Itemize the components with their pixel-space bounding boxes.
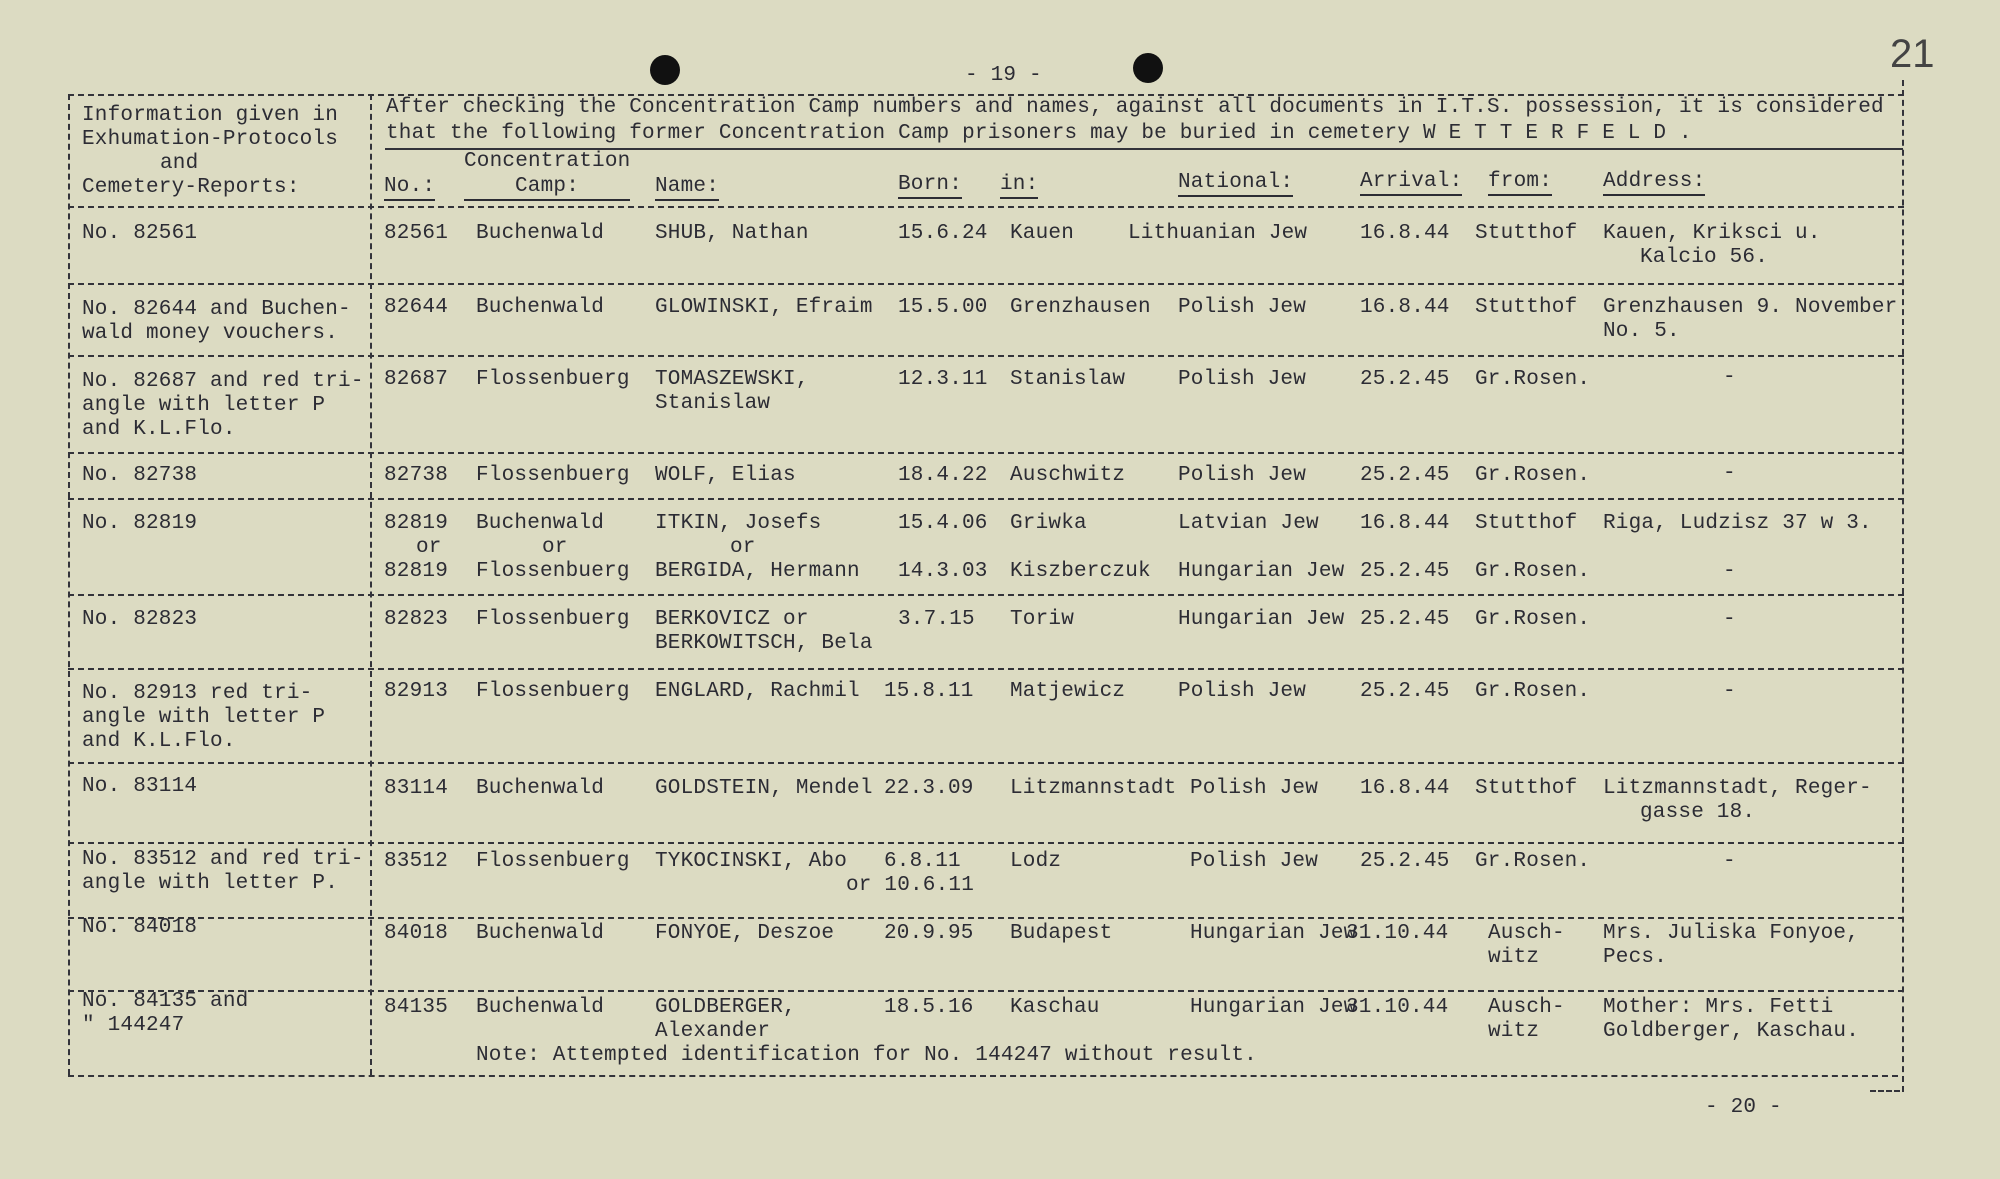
row-5-name-3: BERGIDA, Hermann <box>655 560 860 583</box>
row-6-born: 3.7.15 <box>898 608 975 631</box>
header-no: No.: <box>384 175 435 201</box>
row-4-born: 18.4.22 <box>898 464 988 487</box>
row-3-address: - <box>1723 366 1736 389</box>
header-in: in: <box>1000 173 1038 199</box>
row-3-in: Stanislaw <box>1010 368 1126 391</box>
row-divider <box>68 990 1904 992</box>
row-2-address-1: Grenzhausen 9. November <box>1603 296 1898 319</box>
row-10-address-1: Mrs. Juliska Fonyoe, <box>1603 922 1860 945</box>
row-8-arrival: 16.8.44 <box>1360 777 1450 800</box>
row-2-name: GLOWINSKI, Efraim <box>655 296 873 319</box>
row-10-name: FONYOE, Deszoe <box>655 922 835 945</box>
row-5-no-1: 82819 <box>384 512 449 535</box>
row-9-name: TYKOCINSKI, Abo <box>655 850 848 873</box>
left-header-line-3: and <box>160 152 199 175</box>
row-9-national: Polish Jew <box>1190 850 1319 873</box>
row-3-from: Gr.Rosen. <box>1475 368 1591 391</box>
row-3-camp: Flossenbuerg <box>476 368 630 391</box>
row-4-address: - <box>1723 462 1736 485</box>
row-divider <box>68 283 1904 285</box>
row-5-in-1: Griwka <box>1010 512 1087 535</box>
row-4-arrival: 25.2.45 <box>1360 464 1450 487</box>
table-left-border <box>68 94 70 1075</box>
row-1-address-2: Kalcio 56. <box>1640 246 1769 269</box>
row-2-info-2: wald money vouchers. <box>82 322 339 345</box>
row-6-arrival: 25.2.45 <box>1360 608 1450 631</box>
row-4-camp: Flossenbuerg <box>476 464 630 487</box>
header-divider <box>68 206 1904 208</box>
row-10-from-2: witz <box>1488 946 1540 969</box>
header-name: Name: <box>655 175 719 201</box>
row-9-arrival: 25.2.45 <box>1360 850 1450 873</box>
row-10-from-1: Ausch- <box>1488 922 1565 945</box>
row-7-address: - <box>1723 680 1736 703</box>
row-3-born: 12.3.11 <box>898 368 988 391</box>
row-7-in: Matjewicz <box>1010 680 1126 703</box>
row-divider <box>68 668 1904 670</box>
top-page-label: - 19 - <box>965 64 1042 87</box>
row-2-national: Polish Jew <box>1178 296 1307 319</box>
row-2-born: 15.5.00 <box>898 296 988 319</box>
row-5-from-3: Gr.Rosen. <box>1475 560 1591 583</box>
row-divider <box>68 762 1904 764</box>
row-2-info-1: No. 82644 and Buchen- <box>82 298 351 321</box>
intro-line-2: that the following former Concentration Camp prisoners may be buried in cemetery W E T T E R F E L D . <box>386 122 1692 145</box>
row-4-name: WOLF, Elias <box>655 464 796 487</box>
row-4-no: 82738 <box>384 464 449 487</box>
row-6-national: Hungarian Jew <box>1178 608 1345 631</box>
row-6-from: Gr.Rosen. <box>1475 608 1591 631</box>
row-8-national: Polish Jew <box>1190 777 1319 800</box>
bottom-page-label: - 20 - <box>1705 1096 1782 1119</box>
row-5-born-1: 15.4.06 <box>898 512 988 535</box>
row-9-info-1: No. 83512 and red tri- <box>82 848 364 871</box>
header-arrival: Arrival: <box>1360 170 1462 196</box>
row-4-from: Gr.Rosen. <box>1475 464 1591 487</box>
row-5-camp-2: or <box>542 536 568 559</box>
row-2-in: Grenzhausen <box>1010 296 1151 319</box>
header-born: Born: <box>898 173 962 199</box>
row-5-address-3: - <box>1723 560 1736 583</box>
row-11-address-2: Goldberger, Kaschau. <box>1603 1020 1860 1043</box>
row-5-no-3: 82819 <box>384 560 449 583</box>
row-11-no: 84135 <box>384 996 449 1019</box>
row-6-info: No. 82823 <box>82 608 198 631</box>
row-3-name-2: Stanislaw <box>655 392 771 415</box>
left-header-line-1: Information given in <box>82 104 339 127</box>
table-column-divider <box>370 94 372 1075</box>
header-address: Address: <box>1603 170 1705 196</box>
row-divider <box>68 917 1904 919</box>
row-3-arrival: 25.2.45 <box>1360 368 1450 391</box>
row-7-national: Polish Jew <box>1178 680 1307 703</box>
row-11-arrival: 31.10.44 <box>1346 996 1449 1019</box>
row-5-name-2: or <box>730 536 756 559</box>
row-7-no: 82913 <box>384 680 449 703</box>
row-6-name-2: BERKOWITSCH, Bela <box>655 632 873 655</box>
row-10-address-2: Pecs. <box>1603 946 1668 969</box>
row-3-info-1: No. 82687 and red tri- <box>82 370 364 393</box>
row-8-address-1: Litzmannstadt, Reger- <box>1603 777 1872 800</box>
header-camp: Camp: <box>464 175 630 201</box>
row-11-from-1: Ausch- <box>1488 996 1565 1019</box>
row-8-no: 83114 <box>384 777 449 800</box>
left-header-line-4: Cemetery-Reports: <box>82 176 300 199</box>
row-5-name-1: ITKIN, Josefs <box>655 512 822 535</box>
row-9-born-2: or 10.6.11 <box>846 874 975 897</box>
row-10-in: Budapest <box>1010 922 1113 945</box>
punch-hole-right <box>1133 53 1163 83</box>
row-7-from: Gr.Rosen. <box>1475 680 1591 703</box>
row-divider <box>68 498 1904 500</box>
row-3-national: Polish Jew <box>1178 368 1307 391</box>
intro-line-1: After checking the Concentration Camp numbers and names, against all documents in I.T.S. possession, it is considered <box>386 96 1884 119</box>
row-9-from: Gr.Rosen. <box>1475 850 1591 873</box>
row-11-born: 18.5.16 <box>884 996 974 1019</box>
row-9-camp: Flossenbuerg <box>476 850 630 873</box>
row-8-in: Litzmannstadt <box>1010 777 1177 800</box>
row-7-info-1: No. 82913 red tri- <box>82 682 313 705</box>
row-1-name: SHUB, Nathan <box>655 222 809 245</box>
row-11-camp: Buchenwald <box>476 996 605 1019</box>
row-7-name: ENGLARD, Rachmil <box>655 680 860 703</box>
row-3-no: 82687 <box>384 368 449 391</box>
row-5-info: No. 82819 <box>82 512 198 535</box>
header-camp-top: Concentration <box>464 150 631 173</box>
row-11-from-2: witz <box>1488 1020 1540 1043</box>
row-1-arrival: 16.8.44 <box>1360 222 1450 245</box>
row-8-camp: Buchenwald <box>476 777 605 800</box>
row-5-camp-3: Flossenbuerg <box>476 560 630 583</box>
row-8-from: Stutthof <box>1475 777 1578 800</box>
row-1-info: No. 82561 <box>82 222 198 245</box>
row-1-national: Lithuanian Jew <box>1128 222 1308 245</box>
row-divider <box>68 355 1904 357</box>
row-9-info-2: angle with letter P. <box>82 872 339 895</box>
row-10-born: 20.9.95 <box>884 922 974 945</box>
row-11-info-1: No. 84135 and <box>82 990 249 1013</box>
row-2-no: 82644 <box>384 296 449 319</box>
row-5-camp-1: Buchenwald <box>476 512 605 535</box>
row-9-born-1: 6.8.11 <box>884 850 961 873</box>
row-5-national-3: Hungarian Jew <box>1178 560 1345 583</box>
row-1-born: 15.6.24 <box>898 222 988 245</box>
row-5-address-1: Riga, Ludzisz 37 w 3. <box>1603 512 1872 535</box>
row-divider <box>68 452 1904 454</box>
row-3-info-2: angle with letter P <box>82 394 326 417</box>
row-3-name-1: TOMASZEWSKI, <box>655 368 809 391</box>
row-11-national: Hungarian Jew <box>1190 996 1357 1019</box>
row-11-in: Kaschau <box>1010 996 1100 1019</box>
table-bottom-border <box>68 1075 1898 1077</box>
row-5-national-1: Latvian Jew <box>1178 512 1319 535</box>
row-9-no: 83512 <box>384 850 449 873</box>
row-10-no: 84018 <box>384 922 449 945</box>
row-5-arrival-3: 25.2.45 <box>1360 560 1450 583</box>
row-8-info: No. 83114 <box>82 775 198 798</box>
table-right-border <box>1902 80 1904 1092</box>
row-10-arrival: 31.10.44 <box>1346 922 1449 945</box>
row-4-info: No. 82738 <box>82 464 198 487</box>
row-5-arrival-1: 16.8.44 <box>1360 512 1450 535</box>
row-6-name-1: BERKOVICZ or <box>655 608 809 631</box>
left-header-line-2: Exhumation-Protocols <box>82 128 339 151</box>
row-3-info-3: and K.L.Flo. <box>82 418 236 441</box>
row-8-address-2: gasse 18. <box>1640 801 1756 824</box>
row-1-address-1: Kauen, Kriksci u. <box>1603 222 1821 245</box>
row-1-no: 82561 <box>384 222 449 245</box>
row-11-info-2: " 144247 <box>82 1014 185 1037</box>
header-from: from: <box>1488 170 1552 196</box>
row-7-born: 15.8.11 <box>884 680 974 703</box>
header-national: National: <box>1178 171 1293 197</box>
row-7-camp: Flossenbuerg <box>476 680 630 703</box>
row-7-arrival: 25.2.45 <box>1360 680 1450 703</box>
row-2-camp: Buchenwald <box>476 296 605 319</box>
row-divider <box>68 842 1904 844</box>
row-4-in: Auschwitz <box>1010 464 1126 487</box>
row-10-national: Hungarian Jew <box>1190 922 1357 945</box>
row-9-address: - <box>1723 850 1736 873</box>
row-8-born: 22.3.09 <box>884 777 974 800</box>
punch-hole-left <box>650 55 680 85</box>
row-6-in: Toriw <box>1010 608 1075 631</box>
row-6-no: 82823 <box>384 608 449 631</box>
row-1-from: Stutthof <box>1475 222 1578 245</box>
row-7-info-3: and K.L.Flo. <box>82 730 236 753</box>
row-10-camp: Buchenwald <box>476 922 605 945</box>
row-5-born-3: 14.3.03 <box>898 560 988 583</box>
row-9-in: Lodz <box>1010 850 1062 873</box>
row-5-in-3: Kiszberczuk <box>1010 560 1151 583</box>
row-11-name-2: Alexander <box>655 1020 771 1043</box>
row-11-name-1: GOLDBERGER, <box>655 996 796 1019</box>
row-11-note: Note: Attempted identification for No. 144247 without result. <box>476 1044 1257 1067</box>
row-5-from-1: Stutthof <box>1475 512 1578 535</box>
row-8-name: GOLDSTEIN, Mendel <box>655 777 873 800</box>
row-2-address-2: No. 5. <box>1603 320 1680 343</box>
row-6-camp: Flossenbuerg <box>476 608 630 631</box>
row-1-camp: Buchenwald <box>476 222 605 245</box>
row-4-national: Polish Jew <box>1178 464 1307 487</box>
row-1-in: Kauen <box>1010 222 1075 245</box>
row-10-info: No. 84018 <box>82 916 198 939</box>
table-bottom-border-2 <box>1870 1090 1900 1092</box>
row-6-address: - <box>1723 608 1736 631</box>
row-2-from: Stutthof <box>1475 296 1578 319</box>
row-divider <box>68 594 1904 596</box>
row-5-no-2: or <box>416 536 442 559</box>
row-7-info-2: angle with letter P <box>82 706 326 729</box>
corner-page-number: 21 <box>1890 32 1935 76</box>
row-2-arrival: 16.8.44 <box>1360 296 1450 319</box>
row-11-address-1: Mother: Mrs. Fetti <box>1603 996 1834 1019</box>
